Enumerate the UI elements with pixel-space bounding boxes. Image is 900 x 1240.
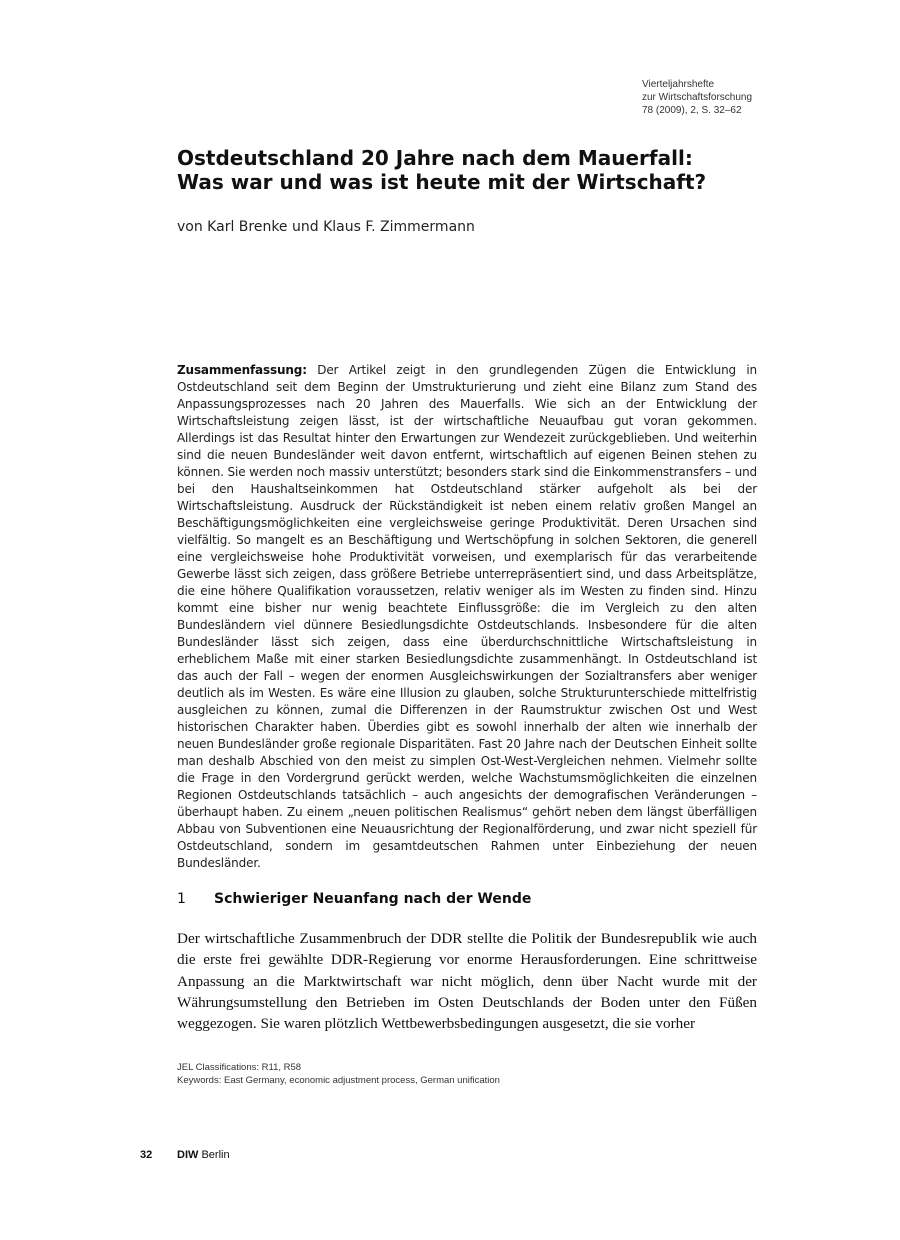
section-heading (177, 890, 531, 908)
journal-name-line2: zur Wirtschaftsforschung (642, 92, 753, 103)
publisher-logo: DIW (177, 1149, 199, 1161)
section-title: Schwieriger Neuanfang nach der Wende (214, 891, 532, 907)
publisher-city: Berlin (201, 1149, 230, 1161)
jel-classifications: JEL Classifications: R11, R58 (177, 1062, 302, 1073)
authors: von Karl Brenke und Klaus F. Zimmermann (177, 219, 475, 235)
title-line2: Was war und was ist heute mit der Wirtschaft? (177, 170, 707, 194)
journal-reference (642, 78, 842, 117)
page-footer (140, 1148, 230, 1162)
title-line1: Ostdeutschland 20 Jahre nach dem Mauerfall: (177, 146, 693, 170)
journal-name-line1: Vierteljahrshefte (642, 79, 715, 90)
body-paragraph: Der wirtschaftliche Zusammenbruch der DDR stellte die Politik der Bundesrepublik wie auch die erste frei gewählte DDR-Regierung vor enorme Herausforderungen. Eine schrittweise Anpassung an die Marktwirtschaft war nicht möglich, denn über Nacht wurde mit der Währungsumstellung den Betrieben im Osten Deutschlands der Boden unter den Füßen weggezogen. Sie waren plötzlich Wettbewerbsbedingungen ausgesetzt, die sie vorher (177, 930, 757, 1033)
article-title (177, 146, 817, 194)
abstract-text: Der Artikel zeigt in den grundlegenden Zügen die Entwicklung in Ostdeutschland seit dem Beginn der Umstrukturierung und zieht eine Bilanz zum Stand des Anpassungsprozesses nach 20 Jahren des Mauerfalls. Wie sich an der Entwicklung der Wirtschaftsleistung zeigen lässt, ist der wirtschaftliche Neuaufbau gut voran gekommen. Allerdings ist das Resultat hinter den Erwartungen zur Wendezeit zurückgeblieben. Und weiterhin sind die neuen Bundesländer weit davon entfernt, wirtschaftlich auf eigenen Beinen stehen zu können. Sie werden noch massiv unterstützt; besonders stark sind die Einkommenstransfers – und bei den Haushaltseinkommen hat Ostdeutschland stärker aufgeholt als bei der Wirtschaftsleistung. Ausdruck der Rückständigkeit ist neben einem relativ großen Mangel an Beschäftigungsmöglichkeiten eine vergleichsweise geringe Produktivität. Deren Ursachen sind vielfältig. So mangelt es an Beschäftigung und Wertschöpfung in solchen Sektoren, die generell eine vergleichsweise hohe Produktivität vorweisen, und exemplarisch für das verarbeitende Gewerbe lässt sich zeigen, dass größere Betriebe unterrepräsentiert sind, und dass Arbeitsplätze, die eine höhere Qualifikation voraussetzen, relativ weniger als im Westen zu finden sind. Hinzu kommt eine bisher nur wenig beachtete Einflussgröße: die im Vergleich zu den alten Bundesländern viel dünnere Besiedlungsdichte Ostdeutschlands. Insbesondere für die alten Bundesländer lässt sich zeigen, dass eine überdurchschnittliche Wirtschaftsleistung in erheblichem Maße mit einer starken Besiedlungsdichte zusammenhängt. In Ostdeutschland ist das auch der Fall – wegen der enormen Ausgleichswirkungen der Sozialtransfers aber weniger deutlich als im Westen. Es wäre eine Illusion zu glauben, solche Strukturunterschiede mittelfristig ausgleichen zu können, zumal die Differenzen in der Raumstruktur zwischen Ost und West historischen Charakter haben. Überdies gibt es sowohl innerhalb der alten wie innerhalb der neuen Bundesländer große regionale Disparitäten. Fast 20 Jahre nach der Deutschen Einheit sollte man deshalb Abschied von den meist zu simplen Ost-West-Vergleichen nehmen. Vielmehr sollte die Frage in den Vordergrund gerückt werden, welche Wachstumsmöglichkeiten die einzelnen Regionen Ostdeutschlands tatsächlich – auch angesichts der demografischen Veränderungen – überhaupt haben. Zu einem „neuen politischen Realismus“ gehört neben dem längst überfälligen Abbau von Subventionen eine Neuausrichtung der Regionalförderung, und zwar nicht speziell für Ostdeutschland, sondern im gesamtdeutschen Rahmen unter Einbeziehung der neuen Bundesländer. (177, 363, 757, 870)
journal-volume: 78 (2009), 2, S. 32–62 (642, 105, 742, 116)
abstract-label: Zusammenfassung: (177, 363, 307, 377)
page-number: 32 (140, 1149, 153, 1161)
keywords: Keywords: East Germany, economic adjustment process, German unification (177, 1074, 500, 1086)
abstract (177, 362, 757, 872)
footnote (177, 1062, 517, 1087)
section-number: 1 (177, 891, 186, 907)
